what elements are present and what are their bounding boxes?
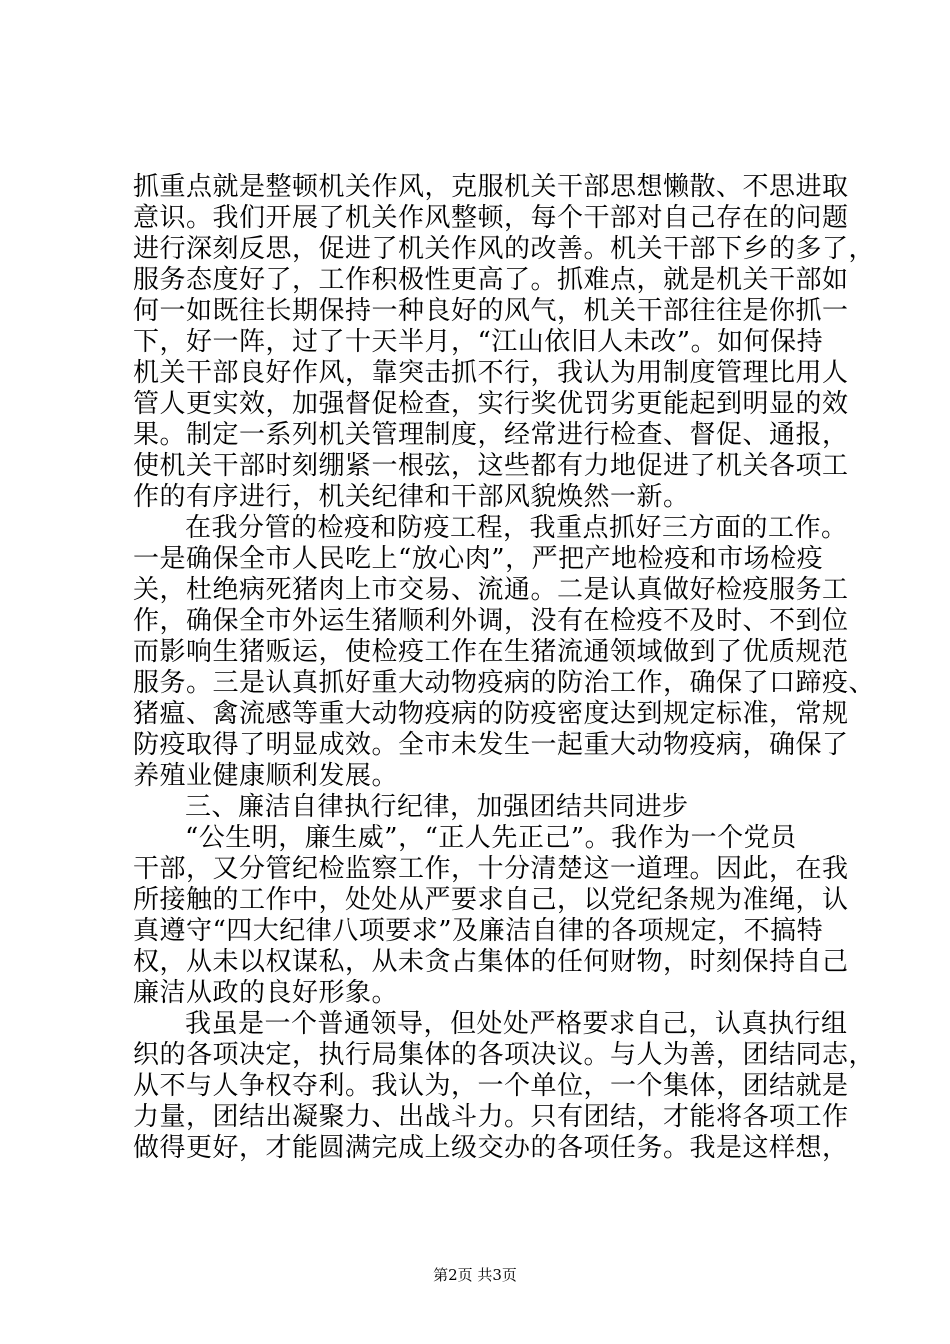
text-line: 机关干部良好作风，靠突击抓不行，我认为用制度管理比用人 (133, 358, 849, 388)
text-line: 进行深刻反思，促进了机关作风的改善。机关干部下乡的多了， (133, 234, 876, 264)
text-line: 力量，团结出凝聚力、出战斗力。只有团结，才能将各项工作 (133, 1102, 849, 1132)
page-footer (0, 1265, 950, 1285)
section-heading: 三、廉洁自律执行纪律，加强团结共同进步 (185, 792, 689, 822)
body-text (133, 172, 876, 1164)
text-line: 廉洁从政的良好形象。 (133, 978, 399, 1008)
text-line: 果。制定一系列机关管理制度，经常进行检查、督促、通报， (133, 420, 849, 450)
text-line: 养殖业健康顺利发展。 (133, 761, 399, 791)
text-line: 使机关干部时刻绷紧一根弦，这些都有力地促进了机关各项工 (133, 451, 849, 481)
text-line: 从不与人争权夺利。我认为，一个单位，一个集体，团结就是 (133, 1071, 849, 1101)
text-line: 抓重点就是整顿机关作风，克服机关干部思想懒散、不思进取 (133, 172, 849, 202)
text-line: 做得更好，才能圆满完成上级交办的各项任务。我是这样想， (133, 1133, 849, 1163)
text-line: 一是确保全市人民吃上“放心肉”，严把产地检疫和市场检疫 (133, 544, 824, 574)
text-line: 关，杜绝病死猪肉上市交易、流通。二是认真做好检疫服务工 (133, 575, 849, 605)
text-line: 作的有序进行，机关纪律和干部风貌焕然一新。 (133, 482, 690, 512)
text-line: 下，好一阵，过了十天半月，“江山依旧人未改”。如何保持 (133, 327, 824, 357)
text-line: 服务。三是认真抓好重大动物疫病的防治工作，确保了口蹄疫、 (133, 668, 876, 698)
text-line: 作，确保全市外运生猪顺利外调，没有在检疫不及时、不到位 (133, 606, 849, 636)
paragraph-first-line: 在我分管的检疫和防疫工程，我重点抓好三方面的工作。 (185, 513, 848, 543)
text-line: 意识。我们开展了机关作风整顿，每个干部对自己存在的问题 (133, 203, 849, 233)
text-line: 所接触的工作中，处处从严要求自己，以党纪条规为准绳，认 (133, 885, 849, 915)
text-line: 真遵守“四大纪律八项要求”及廉洁自律的各项规定，不搞特 (133, 916, 824, 946)
text-line: 猪瘟、禽流感等重大动物疫病的防疫密度达到规定标准，常规 (133, 699, 849, 729)
paragraph-first-line: “公生明，廉生威”，“正人先正己”。我作为一个党员 (185, 823, 797, 853)
text-line: 权，从未以权谋私，从未贪占集体的任何财物，时刻保持自己 (133, 947, 849, 977)
text-line: 管人更实效，加强督促检查，实行奖优罚劣更能起到明显的效 (133, 389, 849, 419)
text-line: 防疫取得了明显成效。全市未发生一起重大动物疫病，确保了 (133, 730, 849, 760)
text-line: 而影响生猪贩运，使检疫工作在生猪流通领域做到了优质规范 (133, 637, 849, 667)
text-line: 织的各项决定，执行局集体的各项决议。与人为善，团结同志， (133, 1040, 876, 1070)
paragraph-first-line: 我虽是一个普通领导，但处处严格要求自己，认真执行组 (185, 1009, 848, 1039)
text-line: 干部，又分管纪检监察工作，十分清楚这一道理。因此，在我 (133, 854, 849, 884)
page-number-label: 第2页 共3页 (433, 1266, 517, 1284)
text-line: 服务态度好了，工作积极性更高了。抓难点，就是机关干部如 (133, 265, 849, 295)
text-line: 何一如既往长期保持一种良好的风气，机关干部往往是你抓一 (133, 296, 849, 326)
